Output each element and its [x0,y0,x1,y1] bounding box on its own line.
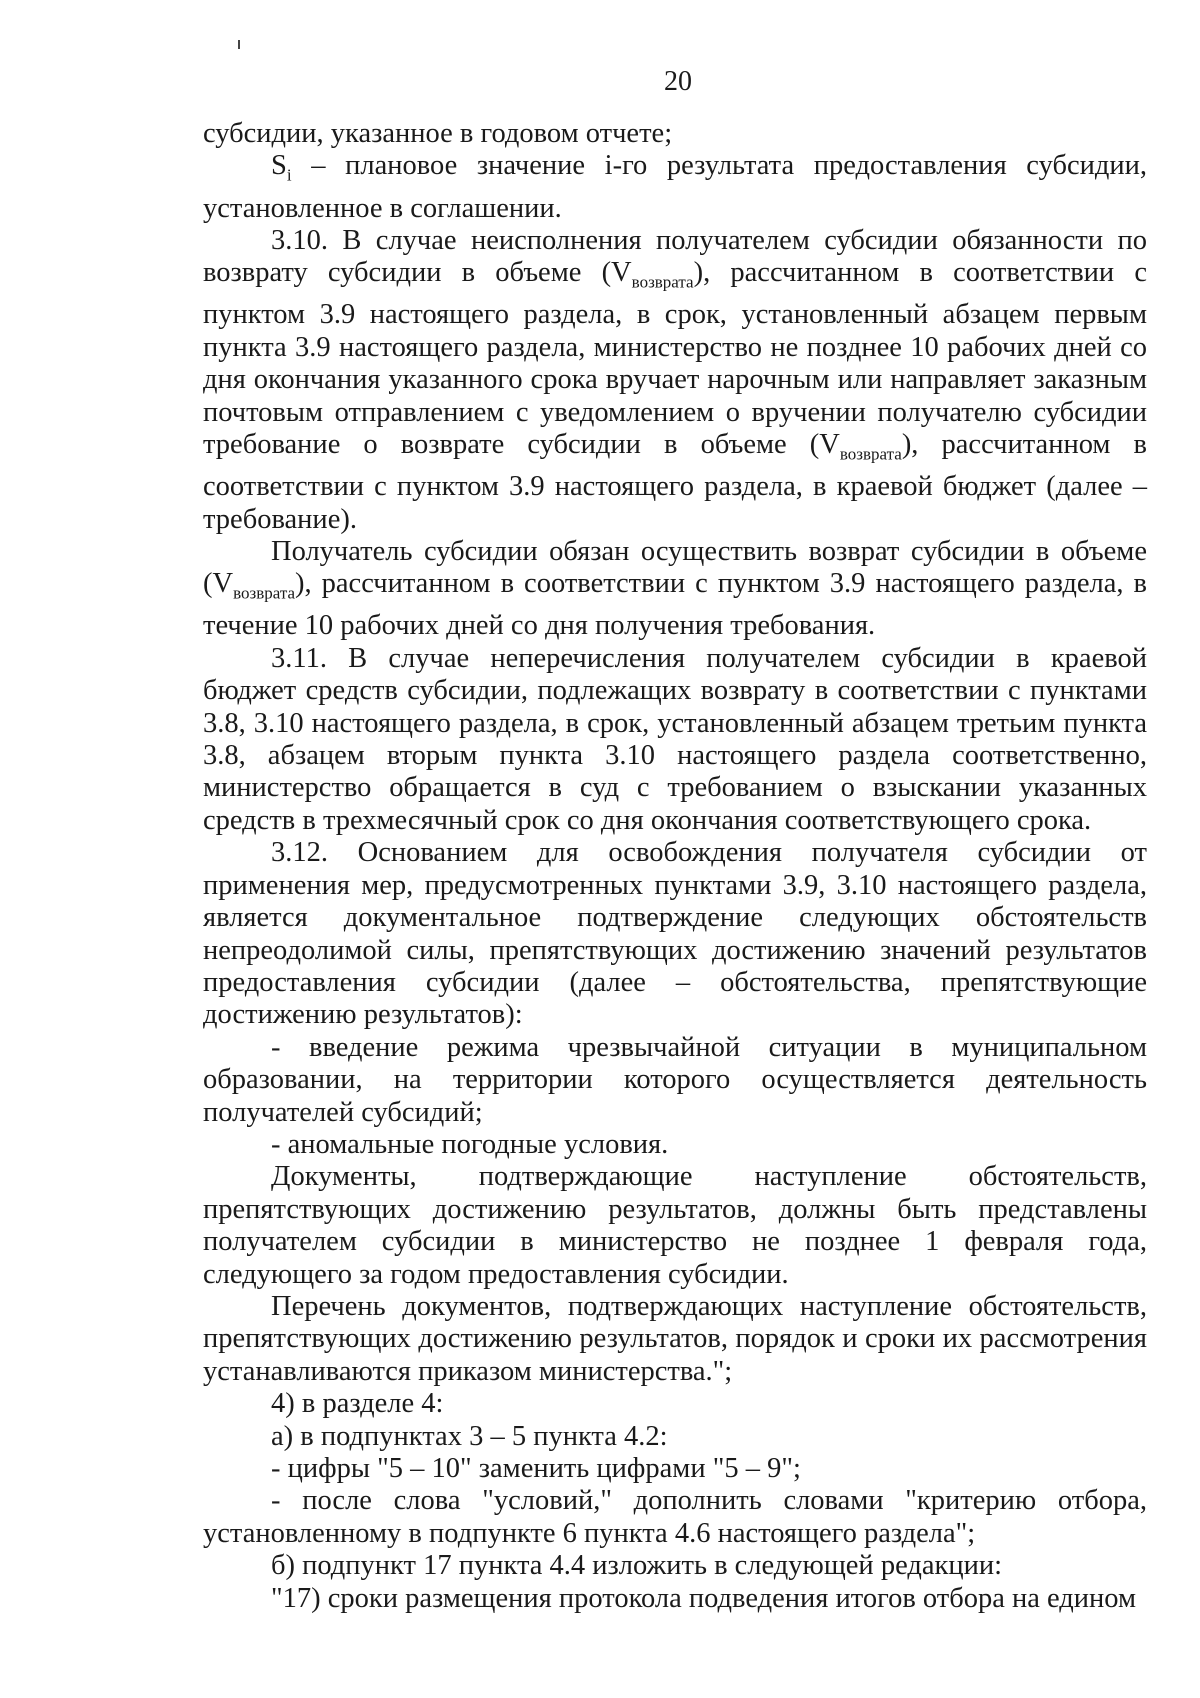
p3-text-a: 3.10. В случае неисполнения получателем субсидии обязанности по возврату субсидии в объеме (V [203,224,1147,289]
paragraph-section-4: 4) в разделе 4: [271,1388,444,1420]
paragraph-documents-list: Перечень документов, подтверждающих наступление обстоятельств, препятствующих достижению результатов, порядок и сроки их рассмотрения устанавливаются приказом министерства."; [203,1290,1147,1387]
v-return-subscript: возврата [839,444,902,464]
page-number: 20 [664,66,692,97]
list-item-emergency-regime: - введение режима чрезвычайной ситуации в муниципальном образовании, на территории которого осуществляется деятельность получателей субсидий; [203,1031,1147,1128]
paragraph-add-words: - после слова "условий," дополнить словами "критерию отбора, установленному в подпункте 6 пункта 4.6 настоящего раздела"; [203,1485,1147,1549]
v-return-subscript: возврата [631,273,694,292]
p3-text-b: ), рассчитанном в соответствии с пунктом 3.9 настоящего раздела, в срок, установленный абзацем первым пункта 3.9 настоящего раздела, министерство не позднее 10 рабочих дней со дня окончания указанного срока вручает нарочным или направляет заказным почтовым отправлением с уведомлением о вручении получателю субсидии требование о возврате субсидии в объеме (V [203,257,1148,461]
p4-text-b: ), рассчитанном в соответствии с пунктом 3.9 настоящего раздела, в течение 10 рабочих дней со дня получения требования. [203,568,1147,642]
paragraph-subitem-17: б) подпункт 17 пункта 4.4 изложить в следующей редакции: [271,1550,1003,1582]
paragraph-replace-digits: - цифры "5 – 10" заменить цифрами "5 – 9"; [271,1453,801,1484]
scan-artifact [238,40,240,49]
p3-text-c: ), рассчитанном в соответствии с пунктом 3.9 настоящего раздела, в краевой бюджет (далее – требование). [203,429,1147,535]
paragraph-si-definition [203,150,1147,225]
paragraph-3-11: 3.11. В случае неперечисления получателем субсидии в краевой бюджет средств субсидии, подлежащих возврату в соответствии с пунктами 3.8, 3.10 настоящего раздела, в срок, установленный абзацем третьим пункта 3.8, абзацем вторым пункта 3.10 настоящего раздела соответственно, министерство обращается в суд с требованием о взыскании указанных средств в трехмесячный срок со дня окончания соответствующего срока. [203,642,1147,836]
document-body [203,118,1147,1615]
si-definition-text: – плановое значение i-го результата предоставления субсидии, установленное в соглашении. [203,150,1147,224]
paragraph-3-10 [203,225,1147,536]
paragraph-3-12: 3.12. Основанием для освобождения получателя субсидии от применения мер, предусмотренных пунктами 3.9, 3.10 настоящего раздела, является документальное подтверждение следующих обстоятельств непреодолимой силы, препятствующих достижению значений результатов предоставления субсидии (далее – обстоятельства, препятствующие достижению результатов): [203,837,1147,1031]
paragraph-recipient-obligation [203,536,1147,643]
paragraph-subitems-3-5: а) в подпунктах 3 – 5 пункта 4.2: [271,1420,668,1452]
list-item-weather-conditions: - аномальные погодные условия. [271,1128,669,1160]
symbol-s-subscript: i [286,166,292,186]
paragraph-protocol-deadlines: "17) сроки размещения протокола подведения итогов отбора на едином [271,1582,1137,1614]
symbol-s: S [271,150,287,182]
v-return-subscript: возврата [233,584,296,604]
p4-text-a: Получатель субсидии обязан осуществить возврат субсидии в объеме (V [203,535,1147,600]
paragraph-subsidy-report: субсидии, указанное в годовом отчете; [203,118,673,149]
paragraph-supporting-documents: Документы, подтверждающие наступление обстоятельств, препятствующих достижению результатов, должны быть представлены получателем субсидии в министерство не позднее 1 февраля года, следующего за годом предоставления субсидии. [203,1161,1147,1290]
